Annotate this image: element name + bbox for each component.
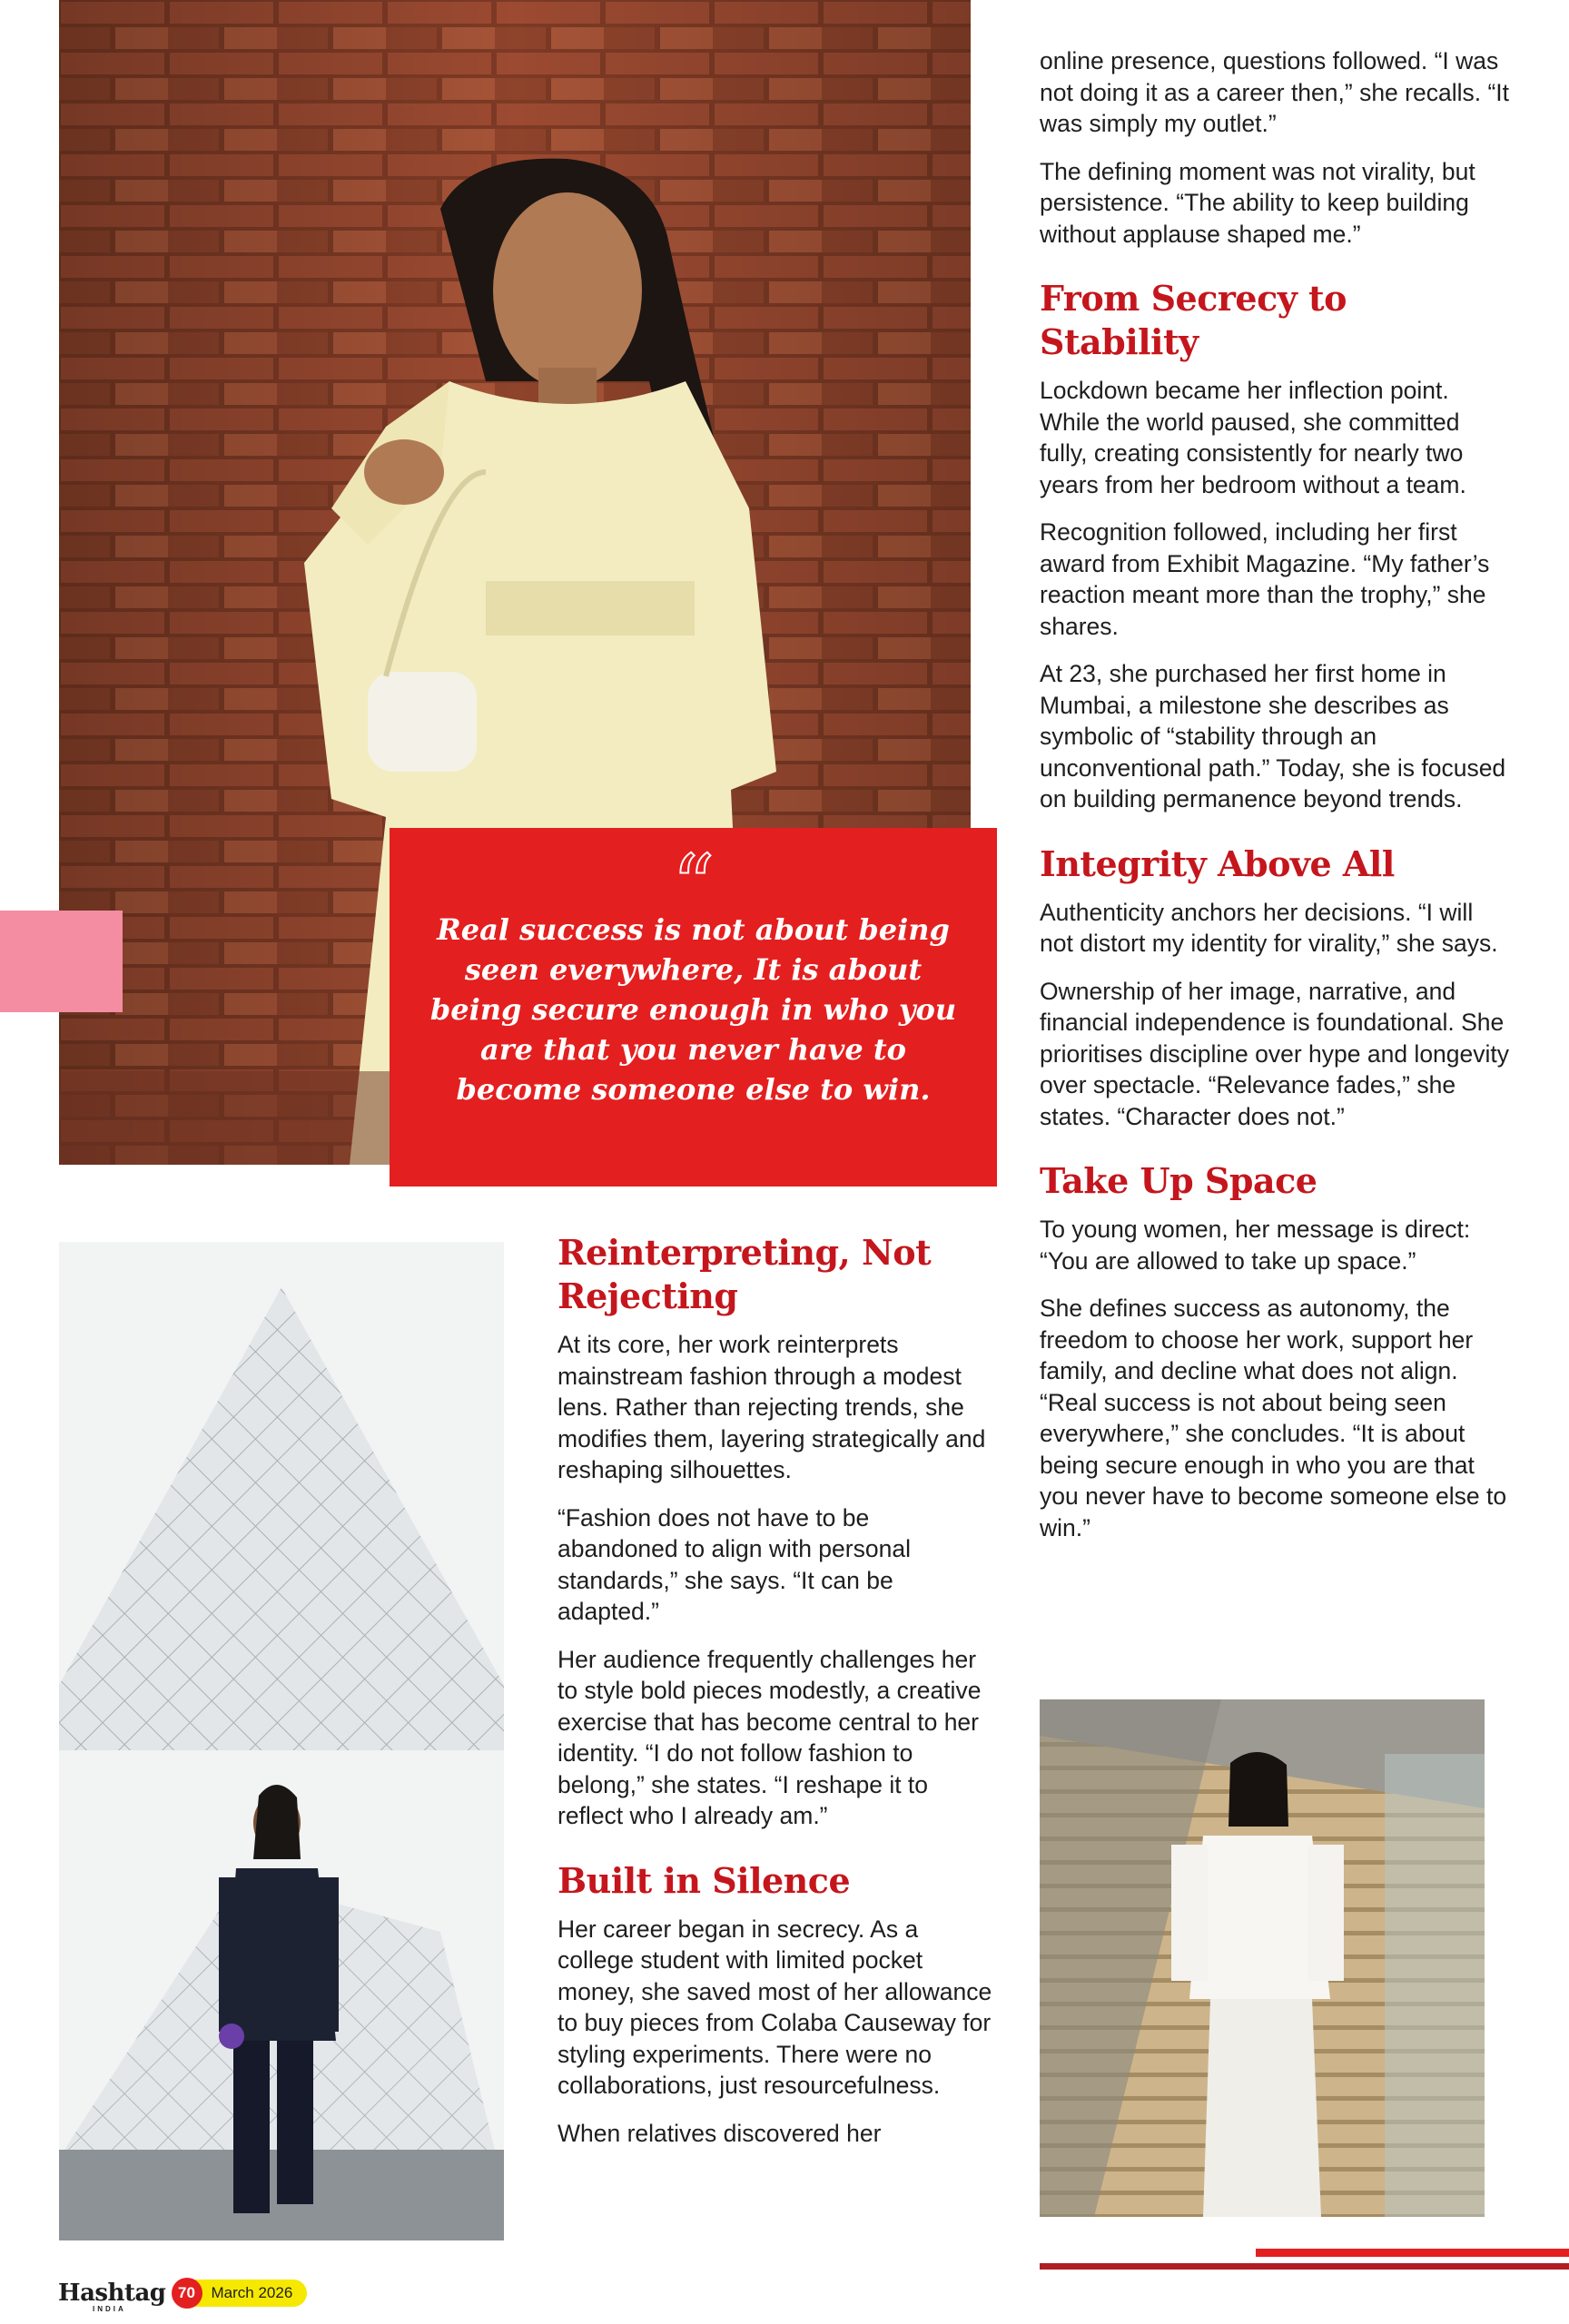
section-heading-take-up-space: Take Up Space bbox=[1040, 1160, 1317, 1201]
staircase-white-suit-photo bbox=[1040, 1699, 1485, 2217]
paragraph: “Fashion does not have to be abandoned to align with personal standards,” she says. “It can be adapted.” bbox=[558, 1503, 911, 1625]
paragraph: Ownership of her image, narrative, and financial independence is foundational. She prioritises discipline over hype and longevity over spectacle. “Relevance fades,” she states. “Character does not.” bbox=[1040, 977, 1510, 1130]
right-article-column bbox=[1040, 45, 1512, 1560]
paragraph: Authenticity anchors her decisions. “I will not distort my identity for virality,” she says. bbox=[1040, 898, 1498, 957]
paragraph: The defining moment was not virality, but persistence. “The ability to keep building without applause shaped me.” bbox=[1040, 157, 1475, 248]
middle-article-column bbox=[558, 1231, 993, 2165]
louvre-pyramid-photo bbox=[59, 1242, 504, 2240]
page-footer bbox=[58, 2276, 307, 2313]
section-heading-reinterpreting: Reinterpreting, Not Rejecting bbox=[558, 1232, 932, 1316]
paragraph: online presence, questions followed. “I was not doing it as a career then,” she recalls. “It was simply my outlet.” bbox=[1040, 47, 1510, 137]
paragraph: Lockdown became her inflection point. While the world paused, she committed fully, creating consistently for nearly two years from her bedroom without a team. bbox=[1040, 377, 1466, 498]
paragraph: To young women, her message is direct: “You are allowed to take up space.” bbox=[1040, 1216, 1471, 1275]
section-heading-built-in-silence: Built in Silence bbox=[558, 1859, 851, 1901]
quote-mark-icon: “ bbox=[671, 837, 715, 934]
logo-subtext: INDIA bbox=[93, 2305, 126, 2313]
paragraph: At 23, she purchased her first home in Mumbai, a milestone she describes as symbolic of “stability through an unconventional path.” Today, she is focused on building permanence beyond trends. bbox=[1040, 660, 1506, 812]
paragraph: Recognition followed, including her first award from Exhibit Magazine. “My father’s reaction meant more than the trophy,” she shares. bbox=[1040, 518, 1490, 640]
paragraph: At its core, her work reinterprets mainstream fashion through a modest lens. Rather than rejecting trends, she modifies them, layering strategically and reshaping silhouettes. bbox=[558, 1331, 986, 1483]
section-heading-integrity: Integrity Above All bbox=[1040, 842, 1395, 884]
page-number: 70 bbox=[172, 2278, 202, 2309]
pull-quote-text: Real success is not about being seen everywhere, It is about being secure enough in who you are that you never have to become someone else to win. bbox=[429, 912, 957, 1107]
magazine-logo bbox=[58, 2280, 170, 2313]
pink-side-tab bbox=[0, 911, 123, 1012]
footer-rule-bottom bbox=[1040, 2263, 1569, 2270]
section-heading-secrecy-to-stability: From Secrecy to Stability bbox=[1040, 278, 1347, 362]
pull-quote-box bbox=[390, 828, 997, 1187]
paragraph: Her audience frequently challenges her to style bold pieces modestly, a creative exercise that has become central to her identity. “I do not follow fashion to belong,” she states. “I reshape it to reflect who I already am.” bbox=[558, 1645, 982, 1829]
paragraph: When relatives discovered her bbox=[558, 2119, 882, 2147]
paragraph: Her career began in secrecy. As a college student with limited pocket money, she saved most of her allowance to buy pieces from Colaba Causeway for styling experiments. There were no collaborations, just resourcefulness. bbox=[558, 1915, 992, 2099]
paragraph: She defines success as autonomy, the freedom to choose her work, support her family, and decline what does not align. “Real success is not about being seen everywhere,” she concludes. “It is about being secure enough in who you are that you never have to become someone else to win.” bbox=[1040, 1295, 1507, 1541]
issue-date: March 2026 bbox=[193, 2280, 308, 2307]
logo-text: Hashtag bbox=[58, 2280, 166, 2307]
footer-rule-top bbox=[1256, 2249, 1569, 2257]
